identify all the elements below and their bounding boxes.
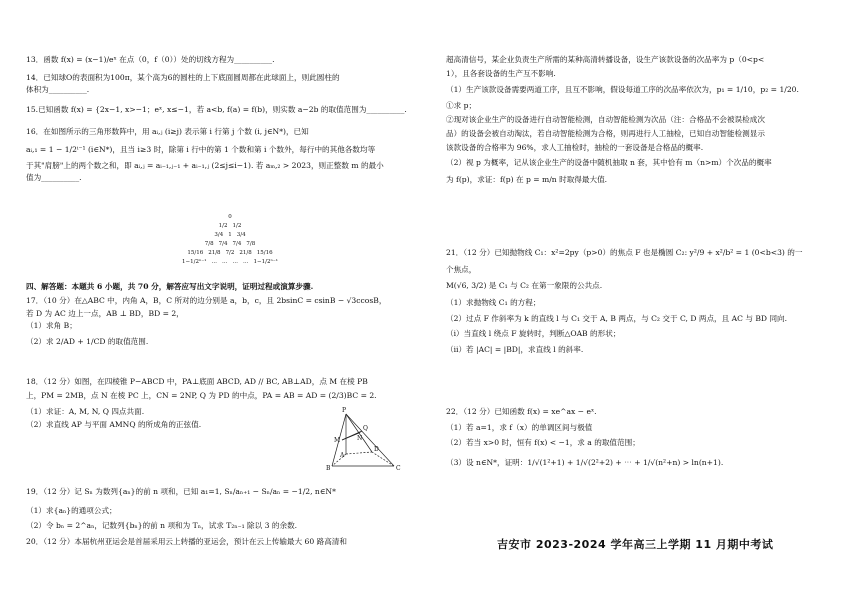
triangle-entry: 7/8 (246, 241, 256, 247)
text-line-q20e: ①求 p； (446, 101, 477, 110)
label-A: A (340, 452, 345, 459)
text-line-q20g: 品）的设备会被自动淘汰，若自动智能检测为合格，则再进行人工抽检，已知自动智能检测显示 (446, 129, 765, 138)
text-line-q21g: （ii）若 |AC| = |BD|，求直线 l 的斜率. (446, 345, 584, 354)
text-line-q20j: 为 f(p)，求证：f(p) 在 p = m/n 时取得最大值. (446, 175, 608, 184)
triangle-entry: 15/16 (256, 250, 273, 256)
text-line-q20h: 该款设备的合格率为 96%，求人工抽检时，抽检的一套设备是合格品的概率. (446, 143, 704, 152)
triangle-entry: 7/2 (225, 250, 235, 256)
text-line-q21c: M(√6, 3/2) 是 C₁ 与 C₂ 在第一象限的公共点. (446, 281, 603, 290)
label-Q: Q (363, 425, 368, 432)
exam-title-footer: 吉安市 2023-2024 学年高三上学期 11 月期中考试 (497, 538, 774, 551)
triangle-entry: 21/8 (208, 250, 221, 256)
triangle-entry: 7/8 (204, 241, 214, 247)
text-line-q22c: （2）若当 x>0 时，恒有 f(x) < −1，求 a 的取值范围； (446, 438, 640, 447)
triangle-entry: 1−1/2ⁿ⁻¹ (182, 259, 207, 265)
text-line-q18c: （1）求证：A, M, N, Q 四点共面. (26, 407, 145, 416)
text-line-q19c: （2）令 bₙ = 2^aₙ，记数列{bₙ}的前 n 项和为 Tₙ，试求 T₂ₙ₋₁ 除以 3 的余数. (26, 521, 298, 530)
triangle-entry: 1/2 (218, 223, 228, 229)
text-line-q19b: （1）求{aₙ}的通项公式； (26, 506, 117, 515)
text-line-q19a: 19．（12 分）记 Sₙ 为数列{aₙ}的前 n 项和，已知 a₁=1, Sₙ/aₙ₊₁ − Sₙ/aₙ = −1/2, n∈N* (26, 487, 336, 496)
text-line-q22b: （1）若 a=1，求 f（x）的单调区间与极值 (446, 423, 593, 432)
text-line-q16a: 16．在如图所示的三角形数阵中，用 aᵢ,ⱼ (i≥j) 表示第 i 行第 j 个数 (i, j∈N*)，已知 (26, 127, 309, 136)
text-line-q18d: （2）求直线 AP 与平面 AMNQ 的所成角的正弦值. (26, 420, 202, 429)
triangle-row (170, 260, 290, 269)
triangle-entry: 21/8 (239, 250, 252, 256)
number-triangle (170, 215, 290, 275)
triangle-row (170, 215, 290, 224)
text-line-q17b: 若 D 为 AC 边上一点，AB ⊥ BD，BD = 2， (26, 309, 184, 318)
triangle-entry: … (211, 259, 217, 265)
triangle-entry: 0 (228, 214, 232, 220)
label-N: N (357, 435, 363, 442)
triangle-entry: 7/4 (232, 241, 242, 247)
text-line-q21f: （i）当直线 l 绕点 F 旋转时，判断△OAB 的形状； (446, 329, 621, 338)
text-line-q21a: 21．（12 分）已知抛物线 C₁：x²=2py（p>0）的焦点 F 也是椭圆 C₂: y²/9 + x²/b² = 1 (0<b<3) 的一 (446, 248, 803, 257)
label-B: B (326, 465, 331, 472)
triangle-entry: 3/4 (236, 232, 246, 238)
text-line-q21e: （2）过点 F 作斜率为 k 的直线 l 与 C₁ 交于 A, B 两点，与 C₂ 交于 C, D 两点，且 AC 与 BD 同向. (446, 314, 788, 323)
text-line-q20f: ②现对该企业生产的设备进行自动智能检测，自动智能检测为次品（注：合格品不会被误检成次 (446, 115, 765, 124)
text-line-q15: 15.已知函数 f(x) = {2x−1, x>−1；eˣ, x≤−1，若 a<b, f(a) = f(b)，则实数 a−2b 的取值范围为__________. (26, 105, 407, 114)
text-line-q22d: （3）设 n∈N*，证明：1/√(1²+1) + 1/√(2²+2) + ⋯ + 1/√(n²+n) > ln(n+1). (446, 458, 724, 467)
triangle-entry: 7/4 (218, 241, 228, 247)
text-line-q22a: 22．（12 分）已知函数 f(x) = xe^ax − eˣ. (446, 407, 597, 416)
triangle-entry: … (243, 259, 249, 265)
triangle-row (170, 233, 290, 242)
text-line-q20c: 1），且各套设备的生产互不影响. (446, 69, 556, 78)
label-M: M (334, 437, 341, 444)
triangle-entry: 1/2 (232, 223, 242, 229)
text-line-q16c: 于其"肩膀"上的两个数之和，即 aᵢ,ⱼ = aᵢ₋₁,ⱼ₋₁ + aᵢ₋₁,ⱼ (2≤j≤i−1). 若 aₘ,₂ > 2023，则正整数 m 的最小 (26, 161, 384, 170)
text-line-q14a: 14．已知球O的表面积为100π，某个高为6的圆柱的上下底面圆周都在此球面上，则此圆柱的 (26, 73, 340, 82)
text-line-q16b: aᵢ,₁ = 1 − 1/2ⁱ⁻¹ (i∈N*)，且当 i≥3 时，除第 i 行中的第 1 个数和第 i 个数外，每行中的其他各数均等 (26, 145, 376, 154)
text-line-q20i: （2）视 p 为概率，记从该企业生产的设备中随机抽取 n 套，其中恰有 m（n>m）个次品的概率 (446, 158, 772, 167)
pyramid-figure (322, 404, 412, 474)
label-C: C (396, 465, 401, 472)
triangle-entry: … (222, 259, 228, 265)
text-line-q21d: （1）求抛物线 C₁ 的方程； (446, 298, 541, 307)
triangle-entry: 3/4 (214, 232, 224, 238)
triangle-entry: 1−1/2ⁿ⁻¹ (253, 259, 278, 265)
text-line-q16d: 值为__________. (26, 173, 82, 182)
text-line-q20d: （1）生产该款设备需要两道工序，且互不影响，假设每道工序的次品率依次为，p₁ = 1/10，p₂ = 1/20. (446, 85, 799, 94)
text-line-q17a: 17．（10 分）在△ABC 中，内角 A，B，C 所对的边分别是 a，b，c，且 2bsinC = csinB − √3ccosB， (26, 296, 387, 305)
text-line-q18b: 上，PM = 2MB，点 N 在棱 PC 上，CN = 2NP, Q 为 PD 的中点，PA = AB = AD = (2/3)BC = 2. (26, 391, 377, 400)
text-line-q18a: 18．（12 分）如图，在四棱锥 P−ABCD 中，PA⊥底面 ABCD, AD // BC, AB⊥AD，点 M 在棱 PB (26, 377, 368, 386)
text-line-q17d: （2）求 2/AD + 1/CD 的取值范围. (26, 337, 149, 346)
label-D: D (374, 446, 379, 453)
triangle-entry: 1 (228, 232, 232, 238)
text-line-q21b: 个焦点， (446, 265, 477, 274)
text-line-q17c: （1）求角 B； (26, 321, 77, 330)
triangle-entry: 15/16 (187, 250, 204, 256)
triangle-entry: … (232, 259, 238, 265)
text-line-q13: 13．函数 f(x) = (x−1)/eˣ 在点（0，f（0））处的切线方程为__________. (26, 55, 275, 64)
text-line-q20a: 20．（12 分）本届杭州亚运会是首届采用云上转播的亚运会，预计在云上传输最大 60 路高清和 (26, 537, 347, 546)
label-P: P (342, 407, 347, 414)
text-line-q14b: 体积为__________. (26, 85, 90, 94)
text-line-q20b: 超高清信号，某企业负责生产所需的某种高清转播设备，设生产该款设备的次品率为 p（0<p< (446, 55, 765, 64)
text-line-sec4: 四、解答题：本题共 6 小题，共 70 分，解答应写出文字说明，证明过程或演算步骤. (26, 282, 314, 291)
